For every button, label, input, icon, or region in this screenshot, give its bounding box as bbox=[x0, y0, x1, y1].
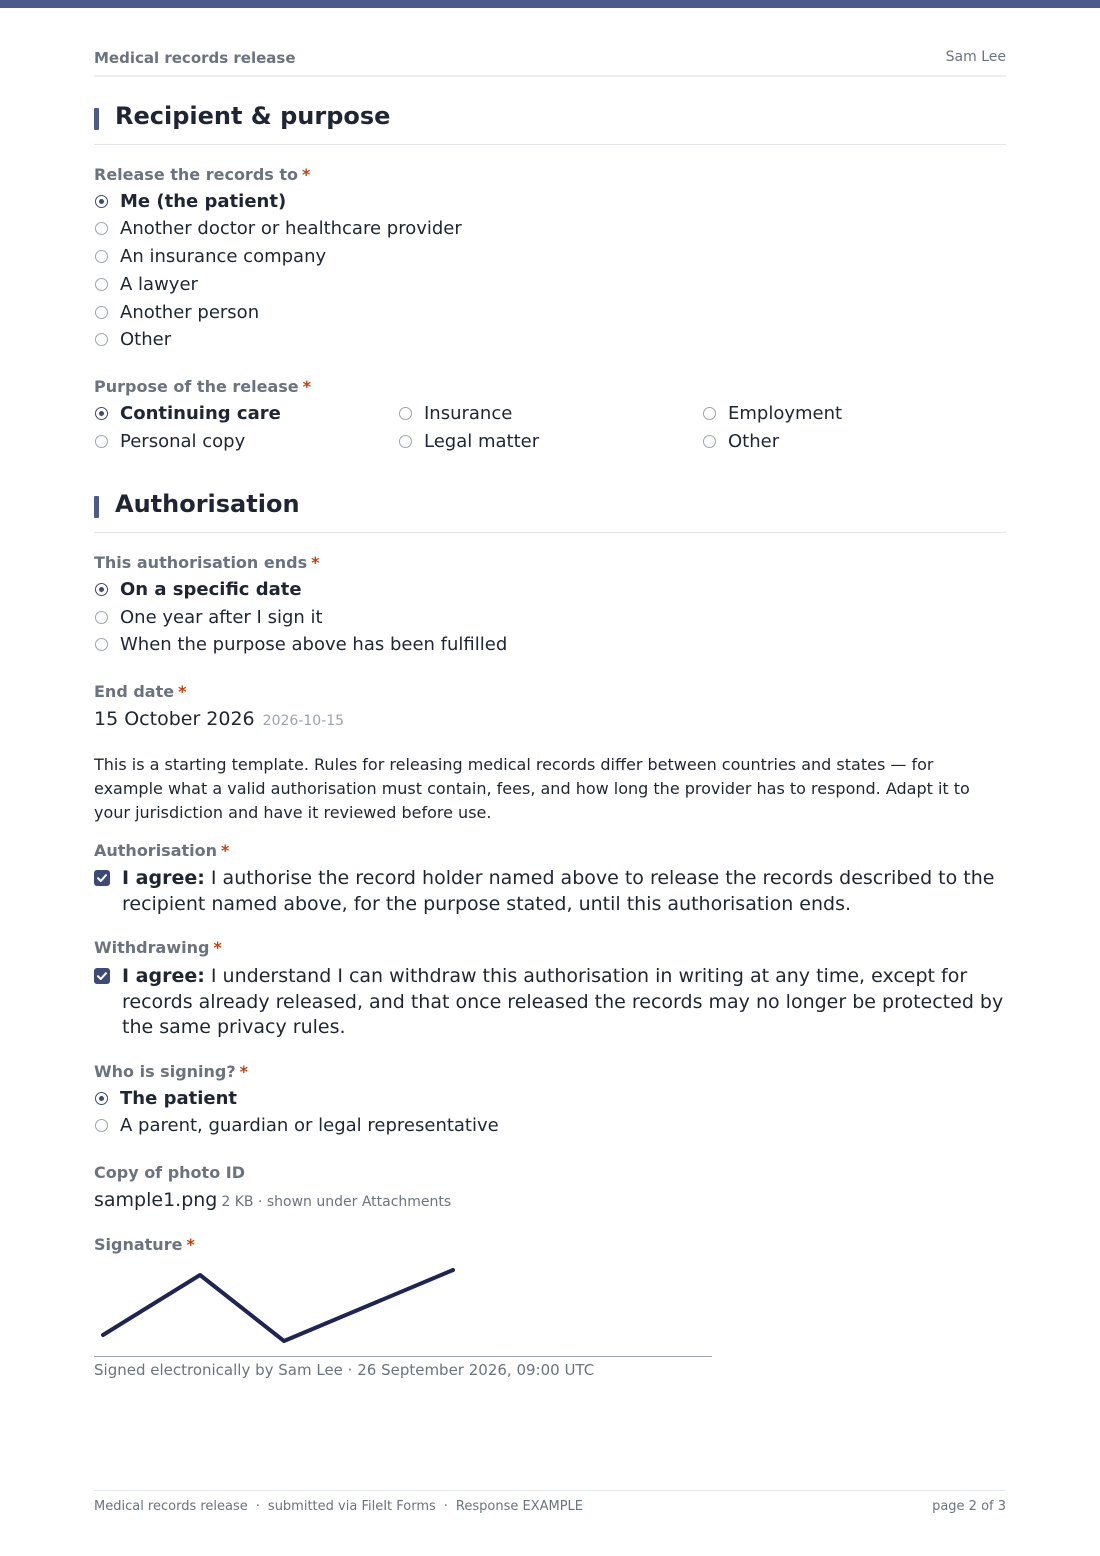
radio-icon[interactable] bbox=[95, 306, 108, 319]
page-number: page 2 of 3 bbox=[932, 1499, 1006, 1514]
agree-label: I agree: bbox=[122, 867, 205, 889]
radio-selected-icon[interactable] bbox=[95, 407, 108, 420]
section-heading-authorisation bbox=[94, 490, 1006, 533]
photo-id-label bbox=[94, 1163, 245, 1182]
option-label: Legal matter bbox=[424, 431, 540, 452]
radio-icon[interactable] bbox=[703, 435, 716, 448]
footer-separator: · bbox=[443, 1499, 448, 1514]
consent-text bbox=[122, 964, 1006, 1041]
option-label: A parent, guardian or legal representative bbox=[120, 1115, 499, 1136]
consent-body: I authorise the record holder named above to release the records described to the recipient named above, for the purpose stated, until this authorisation ends. bbox=[122, 867, 995, 915]
required-marker: * bbox=[302, 377, 312, 396]
required-marker: * bbox=[311, 553, 320, 572]
option-label: On a specific date bbox=[120, 579, 302, 600]
option-label: Other bbox=[120, 329, 172, 350]
footer-info bbox=[94, 1499, 583, 1514]
end-date-value bbox=[94, 708, 344, 730]
radio-selected-icon[interactable] bbox=[95, 1092, 108, 1105]
radio-icon[interactable] bbox=[95, 278, 108, 291]
ends-label bbox=[94, 553, 319, 572]
required-marker: * bbox=[213, 938, 222, 957]
option-label: Me (the patient) bbox=[120, 191, 287, 212]
label-text: End date bbox=[94, 682, 175, 701]
required-marker: * bbox=[186, 1235, 195, 1254]
option-label: Another person bbox=[120, 302, 260, 323]
agree-label: I agree: bbox=[122, 965, 205, 987]
radio-icon[interactable] bbox=[95, 1119, 108, 1132]
option-label: A lawyer bbox=[120, 274, 198, 295]
label-text: Copy of photo ID bbox=[94, 1163, 245, 1182]
section-title: Recipient & purpose bbox=[115, 102, 391, 130]
signature-drawing bbox=[94, 1262, 712, 1356]
radio-icon[interactable] bbox=[703, 407, 716, 420]
end-date-iso: 2026-10-15 bbox=[262, 713, 345, 729]
option-label: An insurance company bbox=[120, 246, 327, 267]
footer-form-name: Medical records release bbox=[94, 1499, 248, 1514]
option-label: One year after I sign it bbox=[120, 607, 323, 628]
radio-icon[interactable] bbox=[95, 638, 108, 651]
radio-icon[interactable] bbox=[95, 435, 108, 448]
section-marker bbox=[94, 496, 99, 518]
authorisation-label bbox=[94, 841, 229, 860]
file-name[interactable]: sample1.png bbox=[94, 1189, 218, 1211]
radio-selected-icon[interactable] bbox=[95, 583, 108, 596]
footer-response: Response EXAMPLE bbox=[455, 1499, 584, 1514]
label-text: Purpose of the release bbox=[94, 377, 299, 396]
consent-body: I understand I can withdraw this authorisation in writing at any time, except for records already released, and that once released the records may no longer be protected by the same privacy rules. bbox=[122, 965, 1004, 1038]
section-marker bbox=[94, 108, 99, 130]
option-label: Insurance bbox=[424, 403, 513, 424]
radio-icon[interactable] bbox=[95, 222, 108, 235]
radio-icon[interactable] bbox=[95, 333, 108, 346]
radio-selected-icon[interactable] bbox=[95, 195, 108, 208]
radio-icon[interactable] bbox=[95, 250, 108, 263]
option-label: The patient bbox=[120, 1088, 237, 1109]
signature-label bbox=[94, 1235, 195, 1254]
option-label: Employment bbox=[728, 403, 843, 424]
label-text: This authorisation ends bbox=[94, 553, 308, 572]
checkbox-checked-icon[interactable] bbox=[94, 870, 110, 886]
signer-label bbox=[94, 1062, 248, 1081]
end-date-text: 15 October 2026 bbox=[94, 708, 255, 730]
release-to-label bbox=[94, 165, 310, 184]
label-text: Withdrawing bbox=[94, 938, 210, 957]
page-header bbox=[94, 48, 1006, 77]
required-marker: * bbox=[239, 1062, 249, 1081]
option-label: When the purpose above has been fulfilled bbox=[120, 634, 508, 655]
form-title: Medical records release bbox=[94, 49, 296, 67]
option-label: Personal copy bbox=[120, 431, 246, 452]
checkbox-checked-icon[interactable] bbox=[94, 968, 110, 984]
option-label: Continuing care bbox=[120, 403, 281, 424]
section-heading-recipient bbox=[94, 102, 1006, 145]
purpose-label bbox=[94, 377, 311, 396]
page-footer bbox=[94, 1490, 1006, 1521]
file-meta: 2 KB · shown under Attachments bbox=[221, 1194, 452, 1210]
radio-icon[interactable] bbox=[399, 407, 412, 420]
signature-caption: Signed electronically by Sam Lee · 26 September 2026, 09:00 UTC bbox=[94, 1361, 595, 1379]
required-marker: * bbox=[178, 682, 187, 701]
withdrawing-label bbox=[94, 938, 222, 957]
label-text: Who is signing? bbox=[94, 1062, 236, 1081]
signature-pad bbox=[94, 1262, 712, 1357]
end-date-label bbox=[94, 682, 186, 701]
option-label: Another doctor or healthcare provider bbox=[120, 218, 462, 239]
footer-separator: · bbox=[255, 1499, 260, 1514]
template-note: This is a starting template. Rules for releasing medical records differ between countries and states — for example what a valid authorisation must contain, fees, and how long the provider has to respond. Adapt it to your jurisdiction and have it reviewed before use. bbox=[94, 755, 970, 822]
label-text: Authorisation bbox=[94, 841, 218, 860]
top-accent-bar bbox=[0, 0, 1100, 8]
required-marker: * bbox=[302, 165, 311, 184]
option-label: Other bbox=[728, 431, 780, 452]
required-marker: * bbox=[221, 841, 230, 860]
user-name: Sam Lee bbox=[945, 49, 1006, 65]
radio-icon[interactable] bbox=[95, 611, 108, 624]
section-title: Authorisation bbox=[115, 490, 300, 518]
label-text: Release the records to bbox=[94, 165, 299, 184]
footer-submitted: submitted via FileIt Forms bbox=[267, 1499, 436, 1514]
photo-id-file[interactable] bbox=[94, 1189, 451, 1211]
radio-icon[interactable] bbox=[399, 435, 412, 448]
consent-text bbox=[122, 866, 1006, 917]
label-text: Signature bbox=[94, 1235, 183, 1254]
